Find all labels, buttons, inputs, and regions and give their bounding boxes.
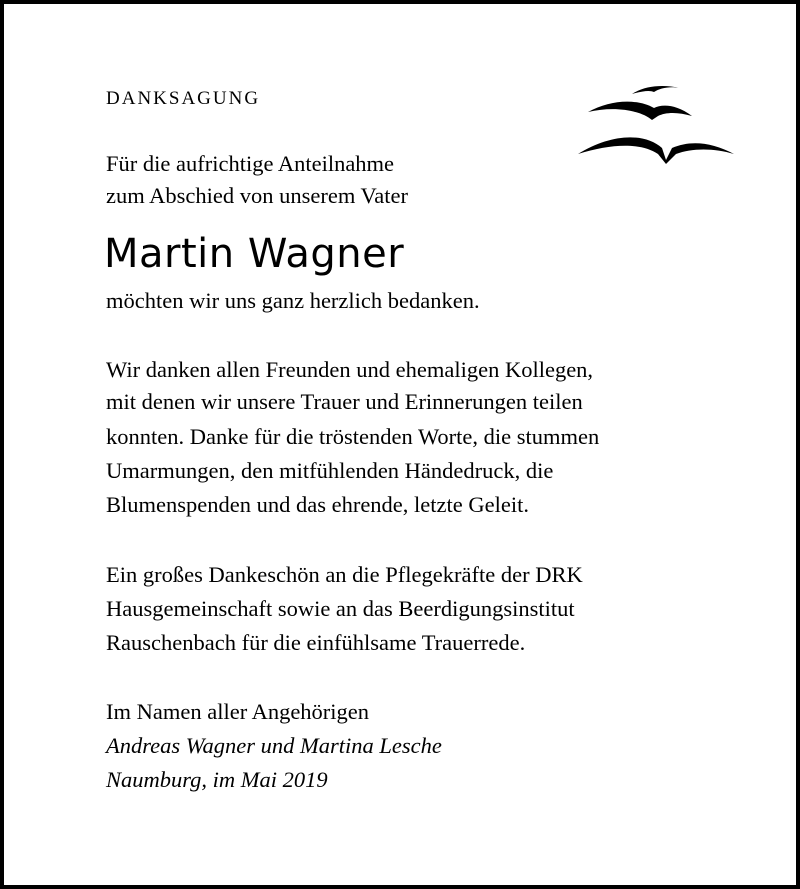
heading: DANKSAGUNG [106,88,261,109]
paragraph1-line-4: Umarmungen, den mitfühlenden Händedruck, die [106,458,554,483]
paragraph2-line-1: Ein großes Dankeschön an die Pflegekräfte der DRK [106,562,583,587]
bird-small [632,86,680,94]
paragraph2-line-3: Rauschenbach für die einfühlsame Trauerrede. [106,630,526,655]
paragraph1-line-2: mit denen wir unsere Trauer und Erinnerungen teilen [106,389,583,414]
signatories: Andreas Wagner und Martina Lesche [106,733,442,758]
paragraph1-line-1: Wir danken allen Freunden und ehemaligen Kollegen, [106,357,594,382]
bird-medium [588,102,692,120]
intro-line-1: Für die aufrichtige Anteilnahme [106,151,395,176]
place-date: Naumburg, im Mai 2019 [106,767,328,792]
after-name-line: möchten wir uns ganz herzlich bedanken. [106,288,480,313]
paragraph1-line-5: Blumenspenden und das ehrende, letzte Geleit. [106,492,529,517]
bird-large [578,137,734,164]
paragraph2-line-2: Hausgemeinschaft sowie an das Beerdigungsinstitut [106,596,575,621]
intro-line-2: zum Abschied von unserem Vater [106,183,409,208]
closing-line: Im Namen aller Angehörigen [106,699,370,724]
flying-birds-icon [574,80,739,170]
paragraph1-line-3: konnten. Danke für die tröstenden Worte, die stummen [106,424,600,449]
deceased-name: Martin Wagner [104,231,405,277]
